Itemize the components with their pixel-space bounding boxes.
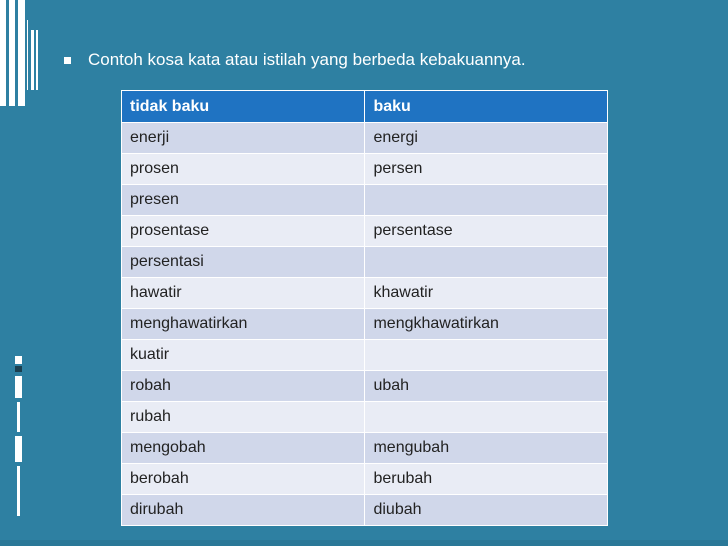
decorative-bar [17,466,20,516]
table-row [122,464,608,495]
bullet-text: Contoh kosa kata atau istilah yang berbeda kebakuannya. [88,50,526,69]
cell-baku: mengubah [365,433,608,464]
header-baku: baku [365,91,608,123]
decorative-bar [9,0,15,106]
cell-tidak-baku: enerji [122,123,365,154]
decorative-bar [0,0,6,106]
cell-tidak-baku: robah [122,371,365,402]
bullet-item [64,48,526,72]
cell-tidak-baku: hawatir [122,278,365,309]
table-header-row [122,91,608,123]
header-tidak-baku: tidak baku [122,91,365,123]
cell-baku [365,402,608,433]
cell-baku: mengkhawatirkan [365,309,608,340]
decorative-bar [24,0,25,106]
cell-baku [365,247,608,278]
cell-baku: persentase [365,216,608,247]
table-row [122,154,608,185]
table-row [122,247,608,278]
vocabulary-table [121,90,608,526]
square-bullet-icon [64,57,71,64]
table-row [122,123,608,154]
cell-tidak-baku: prosentase [122,216,365,247]
cell-tidak-baku: berobah [122,464,365,495]
decorative-bar [0,540,728,546]
decorative-bar [15,356,22,364]
table-row [122,185,608,216]
cell-baku: berubah [365,464,608,495]
cell-tidak-baku: dirubah [122,495,365,526]
decorative-bar [15,376,22,398]
cell-tidak-baku: persentasi [122,247,365,278]
decorative-bar [27,20,28,90]
decorative-bar [31,30,34,90]
decorative-bar [36,30,38,90]
cell-baku: ubah [365,371,608,402]
table-row [122,340,608,371]
cell-baku: persen [365,154,608,185]
table-row [122,309,608,340]
cell-baku [365,185,608,216]
decorative-bar [17,402,20,432]
cell-tidak-baku: presen [122,185,365,216]
table-row [122,433,608,464]
table-row [122,495,608,526]
table-row [122,216,608,247]
cell-baku [365,340,608,371]
decorative-bar [15,366,22,372]
cell-tidak-baku: menghawatirkan [122,309,365,340]
cell-tidak-baku: kuatir [122,340,365,371]
cell-baku: diubah [365,495,608,526]
cell-baku: energi [365,123,608,154]
table-row [122,371,608,402]
cell-baku: khawatir [365,278,608,309]
table-row [122,278,608,309]
decorative-bar [15,436,22,462]
cell-tidak-baku: rubah [122,402,365,433]
cell-tidak-baku: mengobah [122,433,365,464]
cell-tidak-baku: prosen [122,154,365,185]
table-row [122,402,608,433]
